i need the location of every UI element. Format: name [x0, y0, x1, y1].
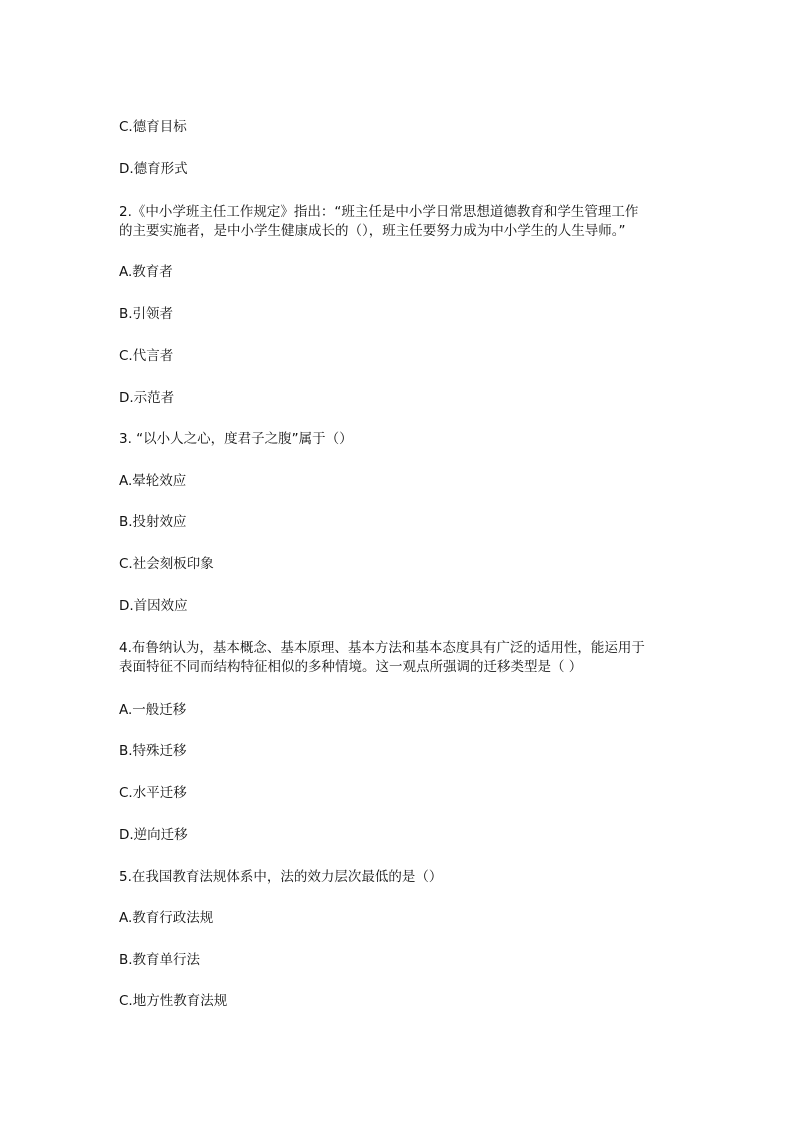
- option-text: B.引领者: [119, 306, 174, 322]
- option-text: B.特殊迁移: [119, 743, 187, 759]
- question-2: [119, 203, 679, 241]
- option-text: A.一般迁移: [119, 702, 187, 718]
- question-4: [119, 639, 679, 677]
- option-text: D.德育形式: [119, 161, 188, 177]
- option-text: B.投射效应: [119, 514, 187, 530]
- option-text: C.德育目标: [119, 119, 187, 135]
- question-text: 2.《中小学班主任工作规定》指出：“班主任是中小学日常思想道德教育和学生管理工作: [119, 204, 639, 220]
- option-text: A.教育行政法规: [119, 910, 214, 926]
- question-5: 5.在我国教育法规体系中，法的效力层次最低的是（）: [119, 869, 443, 885]
- option-text: C.水平迁移: [119, 785, 187, 801]
- option-text: C.地方性教育法规: [119, 993, 228, 1009]
- option-text: C.代言者: [119, 348, 174, 364]
- option-text: C.社会刻板印象: [119, 556, 214, 572]
- question-text: 表面特征不同而结构特征相似的多种情境。这一观点所强调的迁移类型是（ ）: [119, 659, 583, 675]
- question-text: 的主要实施者，是中小学生健康成长的（），班主任要努力成为中小学生的人生导师。”: [119, 223, 626, 239]
- question-3: 3. “以小人之心，度君子之腹”属于（）: [119, 431, 353, 447]
- option-text: D.首因效应: [119, 598, 188, 614]
- option-text: B.教育单行法: [119, 952, 201, 968]
- option-text: A.教育者: [119, 264, 173, 280]
- option-text: D.示范者: [119, 390, 175, 406]
- question-text: 4.布鲁纳认为，基本概念、基本原理、基本方法和基本态度具有广泛的适用性，能运用于: [119, 640, 645, 656]
- option-text: D.逆向迁移: [119, 827, 188, 843]
- option-text: A.晕轮效应: [119, 473, 187, 489]
